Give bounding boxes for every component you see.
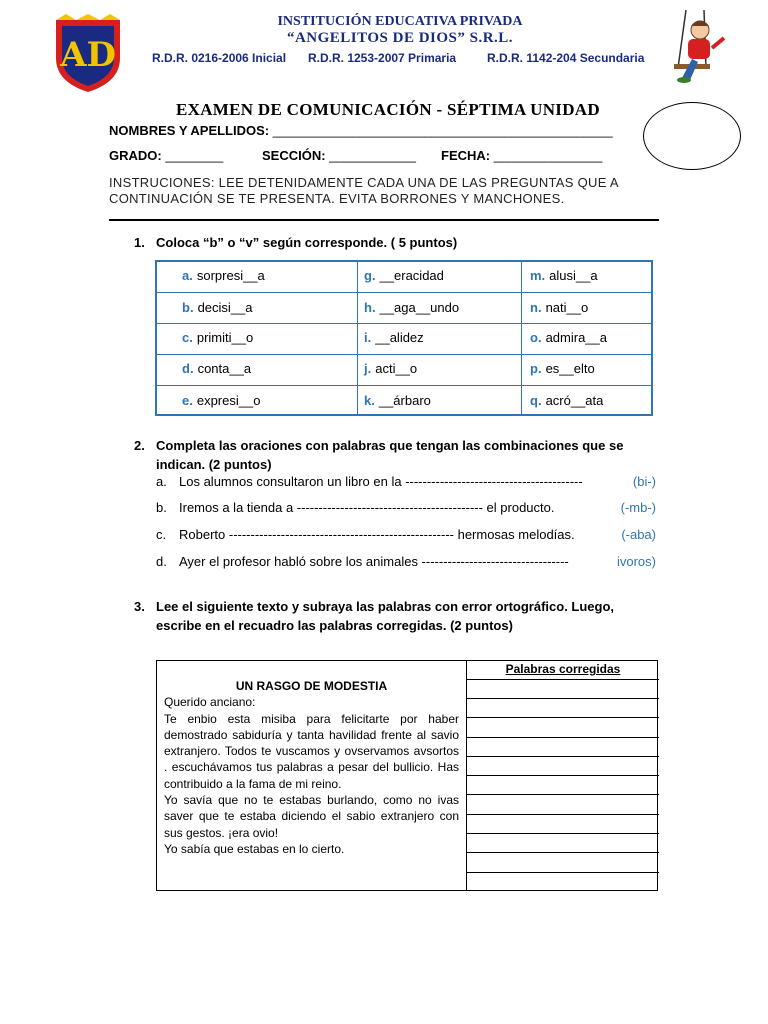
b-v-cell-word: alusi__a — [549, 268, 598, 283]
b-v-cell[interactable] — [364, 300, 459, 315]
story-greeting: Querido anciano: — [164, 695, 256, 710]
section-field[interactable] — [262, 148, 416, 163]
question-2 — [134, 436, 656, 474]
b-v-cell-word: sorpresi__a — [196, 268, 265, 283]
question-1-text: Coloca “b” o “v” según corresponde. ( 5 puntos) — [156, 235, 458, 250]
answer-line[interactable] — [467, 698, 659, 699]
institution-name: “ANGELITOS DE DIOS” S.R.L. — [286, 30, 514, 46]
b-v-cell-letter: a. — [182, 268, 193, 283]
question-1 — [134, 233, 458, 252]
grade-field[interactable] — [109, 148, 223, 163]
sentence-letter: c. — [156, 527, 167, 542]
date-label: FECHA: — [441, 148, 494, 163]
date-field[interactable] — [441, 148, 602, 163]
b-v-cell-letter: d. — [182, 361, 194, 376]
b-v-cell-word: nati__o — [545, 300, 589, 315]
answer-line[interactable] — [467, 833, 659, 834]
names-label: NOMBRES Y APELLIDOS: — [109, 123, 273, 138]
sentence-hint: ivoros) — [616, 554, 656, 569]
sentence-d[interactable] — [156, 554, 656, 572]
b-v-cell-letter: h. — [364, 300, 376, 315]
b-v-cell[interactable] — [182, 268, 265, 283]
answer-line[interactable] — [467, 679, 659, 680]
question-3-text: Lee el siguiente texto y subraya las palabras con error ortográfico. Luego, escribe en el recuadro las palabras corregidas. (2 puntos) — [156, 599, 615, 633]
b-v-cell-word: es__elto — [545, 361, 595, 376]
b-v-cell[interactable] — [182, 330, 253, 345]
answer-line[interactable] — [467, 737, 659, 738]
b-v-cell-letter: p. — [530, 361, 542, 376]
answer-line[interactable] — [467, 756, 659, 757]
photo-oval — [643, 102, 741, 170]
b-v-cell-letter: e. — [182, 393, 193, 408]
sentence-letter: d. — [156, 554, 167, 569]
b-v-cell[interactable] — [364, 361, 417, 376]
sentence-letter: b. — [156, 500, 167, 515]
b-v-cell[interactable] — [364, 393, 431, 408]
b-v-cell-letter: m. — [530, 268, 546, 283]
institution-type: INSTITUCIÓN EDUCATIVA PRIVADA — [277, 14, 523, 29]
story-text — [164, 678, 459, 857]
rdr-secundaria: R.D.R. 1142-204 Secundaria — [487, 51, 645, 65]
names-blank[interactable]: _______________________________________________ — [272, 123, 613, 138]
b-v-cell[interactable] — [364, 330, 424, 345]
sentence-text: Los alumnos consultaron un libro en la ----------------------------------------- — [179, 474, 583, 489]
b-v-cell-word: acti__o — [375, 361, 418, 376]
answer-line[interactable] — [467, 717, 659, 718]
b-v-cell-letter: i. — [364, 330, 372, 345]
b-v-cell-letter: j. — [364, 361, 372, 376]
b-v-cell[interactable] — [182, 393, 260, 408]
question-3-number: 3. — [134, 599, 145, 614]
answer-line[interactable] — [467, 852, 659, 853]
sentence-hint: (bi-) — [632, 474, 656, 489]
story-paragraph-2: Yo savía que no te estabas burlando, como no ivas saver que te estaba diciendo el sabio extranjero con sus gestos. ¡era ovio! — [164, 793, 459, 840]
b-v-cell-letter: c. — [182, 330, 193, 345]
sentence-letter: a. — [156, 474, 167, 489]
b-v-cell[interactable] — [182, 300, 253, 315]
b-v-cell-letter: b. — [182, 300, 194, 315]
b-v-cell-word: acró__ata — [545, 393, 604, 408]
answer-line[interactable] — [467, 794, 659, 795]
question-1-number: 1. — [134, 235, 145, 250]
story-paragraph-3: Yo sabía que estabas en lo cierto. — [164, 841, 345, 856]
answer-line[interactable] — [467, 872, 659, 873]
b-v-cell-letter: n. — [530, 300, 542, 315]
story-title: UN RASGO DE MODESTIA — [235, 679, 388, 693]
question-3 — [134, 597, 656, 635]
sentence-text: Ayer el profesor habló sobre los animales ---------------------------------- — [179, 554, 569, 569]
b-v-cell-word: conta__a — [197, 361, 252, 376]
answer-line[interactable] — [467, 814, 659, 815]
b-v-cell-word: __eracidad — [379, 268, 444, 283]
b-v-cell-word: __alidez — [375, 330, 424, 345]
sentence-hint: (-aba) — [621, 527, 656, 542]
b-v-cell[interactable] — [530, 330, 607, 345]
grade-blank[interactable]: ________ — [165, 148, 224, 163]
names-field[interactable] — [109, 123, 613, 138]
b-v-cell[interactable] — [530, 268, 598, 283]
sentence-c[interactable] — [156, 527, 656, 545]
rdr-primaria: R.D.R. 1253-2007 Primaria — [308, 51, 457, 65]
b-v-cell-word: primiti__o — [196, 330, 254, 345]
b-v-cell-word: __árbaro — [378, 393, 431, 408]
b-v-cell-letter: o. — [530, 330, 542, 345]
b-v-cell-word: decisi__a — [197, 300, 253, 315]
logo-letters: AD — [60, 35, 116, 75]
answer-line[interactable] — [467, 775, 659, 776]
question-2-number: 2. — [134, 438, 145, 453]
section-label: SECCIÓN: — [262, 148, 330, 163]
grade-label: GRADO: — [109, 148, 166, 163]
sentence-hint: (-mb-) — [620, 500, 656, 515]
b-v-cell[interactable] — [182, 361, 251, 376]
divider — [109, 219, 659, 221]
b-v-cell[interactable] — [530, 361, 595, 376]
sentence-b[interactable] — [156, 500, 656, 518]
section-blank[interactable]: ____________ — [329, 148, 416, 163]
b-v-cell[interactable] — [530, 300, 588, 315]
question-2-text: Completa las oraciones con palabras que tengan las combinaciones que se indican. (2 puntos) — [156, 438, 624, 472]
b-v-cell[interactable] — [530, 393, 603, 408]
b-v-cell-word: admira__a — [545, 330, 607, 345]
b-v-cell-letter: g. — [364, 268, 376, 283]
sentence-text: Iremos a la tienda a ------------------------------------------- el producto. — [179, 500, 555, 515]
rdr-inicial: R.D.R. 0216-2006 Inicial — [152, 51, 287, 65]
b-v-cell[interactable] — [364, 268, 444, 283]
date-blank[interactable]: _______________ — [493, 148, 603, 163]
instructions: INSTRUCIONES: LEE DETENIDAMENTE CADA UNA DE LAS PREGUNTAS QUE A CONTINUACIÓN SE TE PRESENTA. EVITA BORRONES Y MANCHONES. — [109, 175, 619, 206]
b-v-cell-letter: q. — [530, 393, 542, 408]
exam-title: EXAMEN DE COMUNICACIÓN - SÉPTIMA UNIDAD — [176, 100, 600, 119]
sentence-text: Roberto ---------------------------------------------------- hermosas melodías. — [179, 527, 575, 542]
corrected-words-column — [466, 660, 659, 891]
b-v-cell-letter: k. — [364, 393, 375, 408]
story-paragraph-1: Te enbio esta misiba para felicitarte por haber demostrado sabiduría y tanta havilidad frente al savio extranjero. Todos te vuscamos y ovservamos avsortos . escuchávamos tus palabras a pesar del bullicio. Has contribuido a la fama de mi reino. — [164, 711, 459, 791]
b-v-cell-word: expresi__o — [196, 393, 261, 408]
b-v-cell-word: __aga__undo — [379, 300, 460, 315]
sentence-a[interactable] — [156, 474, 656, 492]
corrected-words-header: Palabras corregidas — [505, 662, 621, 676]
